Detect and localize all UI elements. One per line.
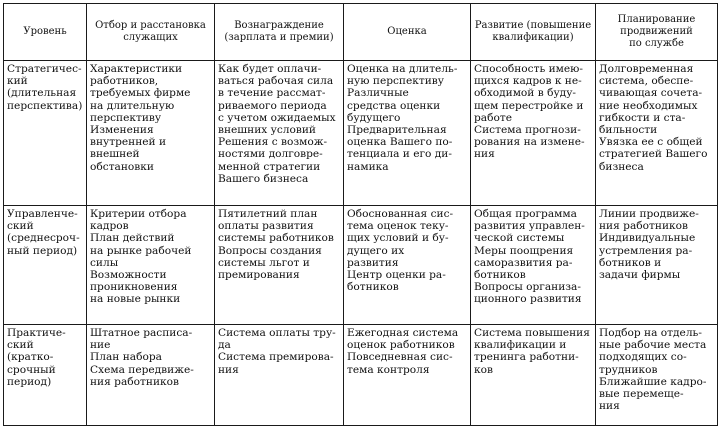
table-cell: Обоснованная сис- тема оценок теку- щих условий и бу- дущего их развития Центр оценки ра- ботников	[344, 206, 471, 325]
row-level-label: Управленче- ский (среднесроч- ный период)	[4, 206, 87, 325]
table-cell: Система повышения квалификации и тренинга работни- ков	[471, 325, 596, 426]
table-cell: Оценка на длитель- ную перспективу Различные средства оценки будущего Предварительная оценка Вашего по- тенциала и его ди- намика	[344, 61, 471, 206]
table-row-strategic	[4, 61, 718, 206]
hr-planning-table	[3, 3, 718, 426]
table-cell: Штатное расписа- ние План набора Схема передвиже- ния работников	[87, 325, 215, 426]
table-cell: Способность имею- щихся кадров к не- обходимой в буду- щем перестройке и работе Система прогнози- рования на измене- ния	[471, 61, 596, 206]
header-promotion-planning: Планирование продвижений по службе	[596, 4, 718, 61]
table-cell: Как будет оплачи- ваться рабочая сила в течение рассмат- риваемого периода с учетом ожидаемых внешних условий Решения с возмож- ностями долговре- менной стратегии Вашего бизнеса	[215, 61, 344, 206]
document-page	[3, 3, 717, 426]
header-selection: Отбор и расстановка служащих	[87, 4, 215, 61]
table-cell: Подбор на отдель- ные рабочие места подходящих со- трудников Ближайшие кадро- вые перемеще- ния	[596, 325, 718, 426]
table-cell: Общая программа развития управлен- ческой системы Меры поощрения саморазвития ра- ботников Вопросы организа- ционного развития	[471, 206, 596, 325]
table-cell: Пятилетний план оплаты развития системы работников Вопросы создания системы льгот и премирования	[215, 206, 344, 325]
header-compensation: Вознаграждение (зарплата и премии)	[215, 4, 344, 61]
table-cell: Ежегодная система оценок работников Повседневная сис- тема контроля	[344, 325, 471, 426]
row-level-label: Практиче- ский (кратко- срочный период)	[4, 325, 87, 426]
table-cell: Характеристики работников, требуемых фирме на длительную перспективу Изменения внутренней и внешней обстановки	[87, 61, 215, 206]
table-header-row	[4, 4, 718, 61]
table-row-managerial	[4, 206, 718, 325]
row-level-label: Стратегичес- кий (длительная перспектива)	[4, 61, 87, 206]
header-evaluation: Оценка	[344, 4, 471, 61]
table-cell: Система оплаты тру- да Система премирова- ния	[215, 325, 344, 426]
header-level: Уровень	[4, 4, 87, 61]
table-row-practical	[4, 325, 718, 426]
header-development: Развитие (повышение квалификации)	[471, 4, 596, 61]
table-cell: Долговременная система, обеспе- чивающая сочета- ние необходимых гибкости и ста- бильности Увязка ее с общей стратегией Вашего бизнеса	[596, 61, 718, 206]
table-cell: Критерии отбора кадров План действий на рынке рабочей силы Возможности проникновения на новые рынки	[87, 206, 215, 325]
table-cell: Линии продвиже- ния работников Индивидуальные устремления ра- ботников и задачи фирмы	[596, 206, 718, 325]
